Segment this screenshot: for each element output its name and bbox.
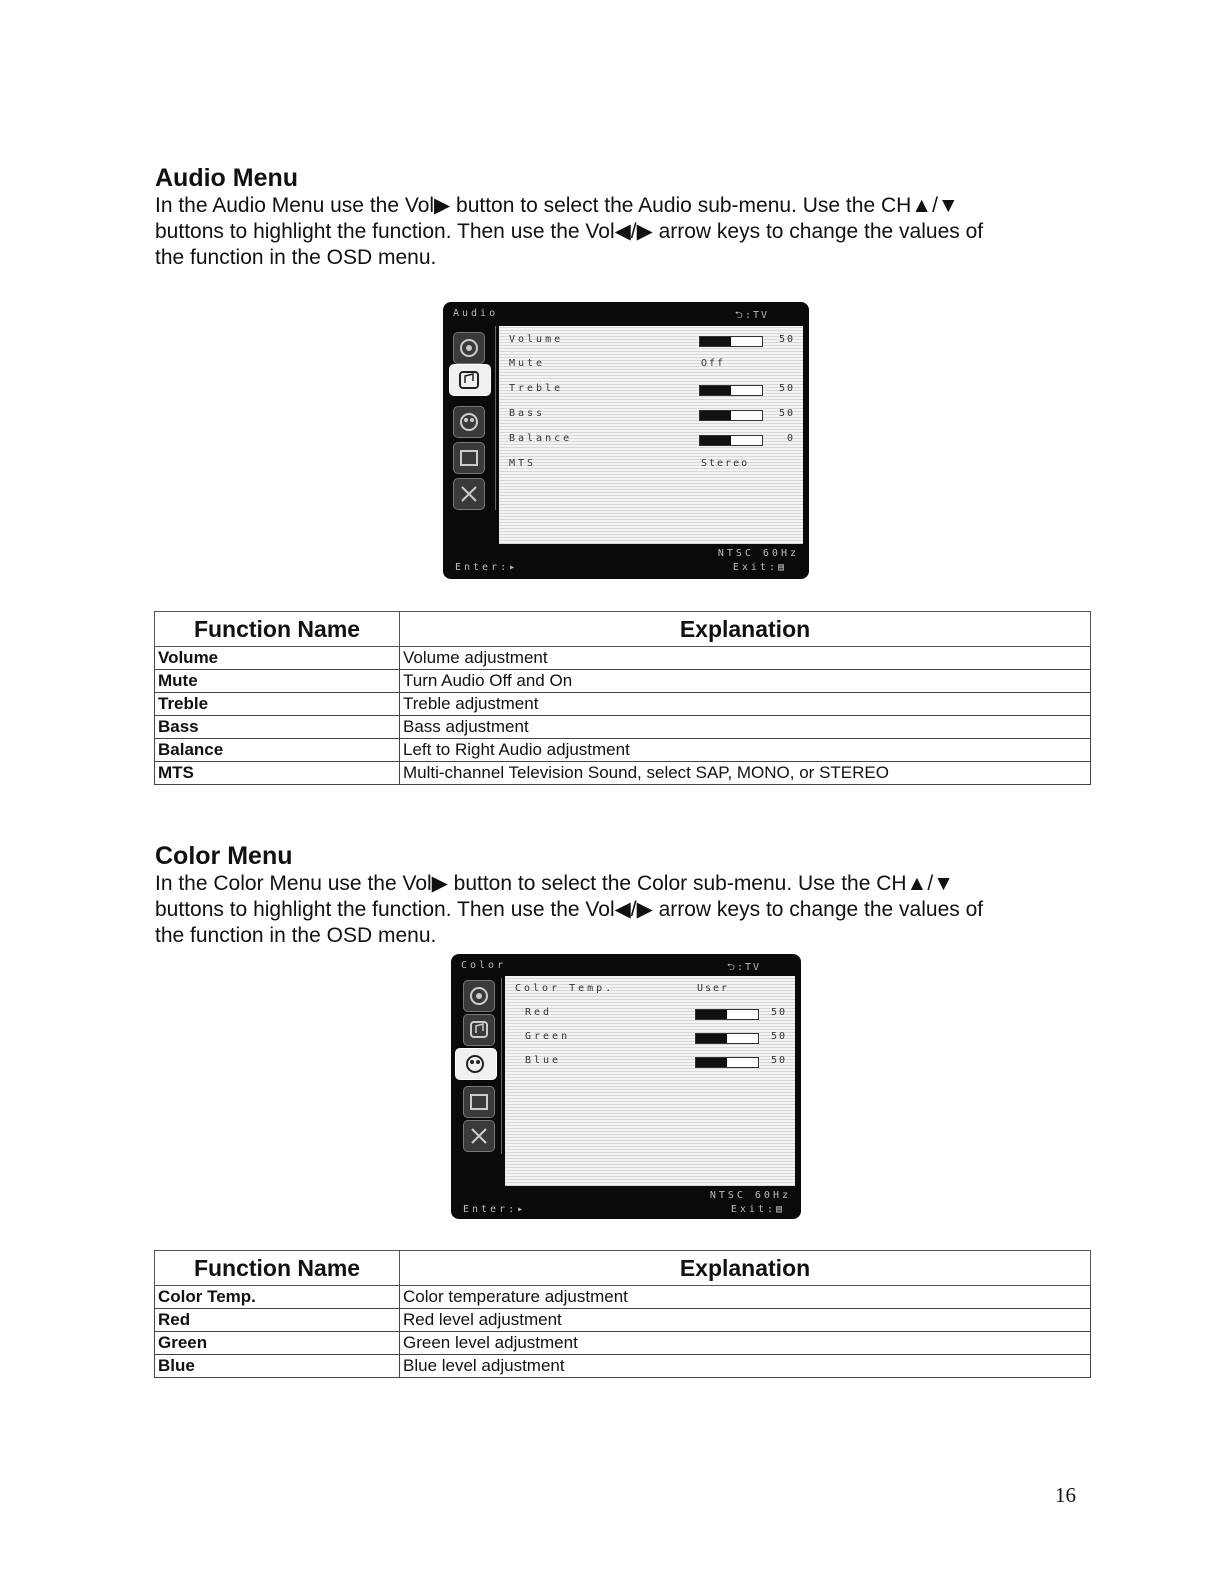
- table-header-function-name: Function Name: [155, 1251, 400, 1286]
- osd-row-balance: Balance 0: [509, 433, 795, 444]
- table-row: Blue Blue level adjustment: [155, 1355, 1091, 1378]
- table-row: Bass Bass adjustment: [155, 716, 1091, 739]
- osd-row-green: Green 50: [525, 1031, 787, 1042]
- osd-title: Color: [461, 960, 507, 971]
- osd-row-color-temp: Color Temp. User: [515, 983, 730, 994]
- osd-title: Audio: [453, 308, 499, 319]
- osd-enter-hint: Enter:▸: [463, 1204, 527, 1215]
- audio-intro-line-1: In the Audio Menu use the Vol▶ button to select the Audio sub-menu. Use the CH▲/▼: [155, 194, 959, 217]
- osd-row-mute: Mute Off: [509, 358, 726, 369]
- table-row: Balance Left to Right Audio adjustment: [155, 739, 1091, 762]
- table-row: Mute Turn Audio Off and On: [155, 670, 1091, 693]
- menu-icon: ▤: [777, 562, 787, 573]
- osd-row-volume: Volume 50: [509, 334, 795, 345]
- tools-menu-icon: [453, 478, 485, 510]
- osd-row-red: Red 50: [525, 1007, 787, 1018]
- table-row: Treble Treble adjustment: [155, 693, 1091, 716]
- color-function-table: [154, 1250, 1091, 1378]
- tv-icon: [453, 332, 485, 364]
- picture-menu-icon: [463, 1086, 495, 1118]
- input-icon: ⮌: [726, 962, 737, 973]
- osd-row-mts: MTS Stereo: [509, 458, 750, 469]
- osd-source: ⮌:TV: [726, 962, 761, 973]
- osd-row-treble: Treble 50: [509, 383, 795, 394]
- color-intro-line-1: In the Color Menu use the Vol▶ button to select the Color sub-menu. Use the CH▲/▼: [155, 872, 954, 895]
- table-row: Volume Volume adjustment: [155, 647, 1091, 670]
- osd-signal: NTSC 60Hz: [717, 548, 799, 559]
- osd-source: ⮌:TV: [734, 310, 769, 321]
- color-osd-screenshot: [451, 954, 801, 1219]
- audio-intro-line-3: the function in the OSD menu.: [155, 246, 437, 269]
- audio-osd-screenshot: [443, 302, 809, 579]
- audio-menu-icon: [463, 1014, 495, 1046]
- table-header-function-name: Function Name: [155, 612, 400, 647]
- audio-intro-line-2: buttons to highlight the function. Then use the Vol◀/▶ arrow keys to change the values of: [155, 220, 984, 243]
- input-icon: ⮌: [734, 310, 745, 321]
- color-intro-line-3: the function in the OSD menu.: [155, 924, 437, 947]
- menu-icon: ▤: [775, 1204, 785, 1215]
- audio-osd-panel: [499, 326, 803, 544]
- osd-exit-hint: Exit:▤: [730, 1204, 785, 1215]
- audio-section: [155, 163, 1085, 271]
- osd-divider: [495, 326, 496, 510]
- table-row: Color Temp. Color temperature adjustment: [155, 1286, 1091, 1309]
- osd-row-bass: Bass 50: [509, 408, 795, 419]
- osd-signal: NTSC 60Hz: [709, 1190, 791, 1201]
- tools-menu-icon: [463, 1120, 495, 1152]
- table-header-explanation: Explanation: [400, 612, 1091, 647]
- table-row: MTS Multi-channel Television Sound, select SAP, MONO, or STEREO: [155, 762, 1091, 785]
- table-row: Red Red level adjustment: [155, 1309, 1091, 1332]
- table-header-explanation: Explanation: [400, 1251, 1091, 1286]
- color-osd-panel: [505, 976, 795, 1186]
- audio-menu-icon: [449, 364, 491, 396]
- audio-heading: Audio Menu: [155, 164, 299, 192]
- osd-row-blue: Blue 50: [525, 1055, 787, 1066]
- osd-divider: [501, 978, 502, 1154]
- color-section: [155, 841, 1085, 949]
- color-menu-icon: [453, 406, 485, 438]
- color-intro-line-2: buttons to highlight the function. Then use the Vol◀/▶ arrow keys to change the values of: [155, 898, 984, 921]
- table-row: Green Green level adjustment: [155, 1332, 1091, 1355]
- osd-enter-hint: Enter:▸: [455, 562, 519, 573]
- audio-function-table: [154, 611, 1091, 785]
- tv-icon: [463, 980, 495, 1012]
- osd-exit-hint: Exit:▤: [732, 562, 787, 573]
- color-menu-icon: [455, 1048, 497, 1080]
- picture-menu-icon: [453, 442, 485, 474]
- color-heading: Color Menu: [155, 842, 293, 870]
- page-number: 16: [1055, 1483, 1076, 1507]
